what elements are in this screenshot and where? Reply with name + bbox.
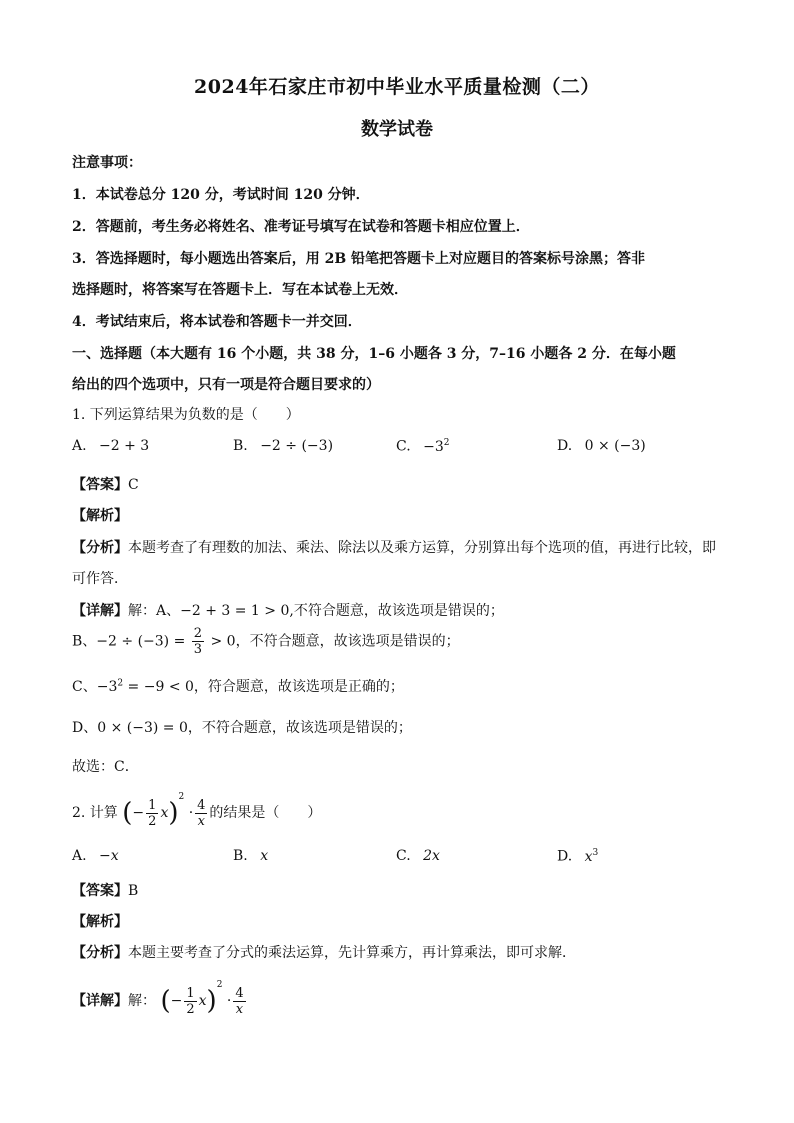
- q2-frac2-den: x: [197, 813, 205, 829]
- q1-step-a: [72, 600, 504, 620]
- q2-option-b-expr: x: [260, 848, 269, 864]
- q2-xj-var-x: x: [198, 993, 207, 1009]
- notice-item-2: 2．答题前，考生务必将姓名、准考证号填写在试卷和答题卡相应位置上．: [72, 219, 530, 235]
- q2-minus: −: [132, 805, 145, 821]
- q2-xj-right-paren: ): [206, 986, 217, 1016]
- q1-step-b-tail: > 0: [210, 633, 236, 650]
- q1-step-b-text: ，不符合题意，故该选项是错误的；: [235, 633, 460, 650]
- q2-xiangjie-prefix: 解：: [128, 993, 156, 1009]
- q1-step-b-fraction: [192, 626, 204, 657]
- q1-step-b-expr: −2 ÷ (−3) =: [96, 633, 186, 650]
- q1-option-d-label: D.: [557, 438, 573, 454]
- q1-option-d: [557, 438, 646, 454]
- q2-option-a-expr: −x: [99, 848, 119, 864]
- q1-option-a: [72, 438, 149, 454]
- q2-fraction-4-over-x: [195, 798, 207, 829]
- notice-item-3-cont: 选择题时，将答案写在答题卡上．写在本试卷上无效．: [72, 282, 408, 298]
- q1-xiangjie-tag: 【详解】: [72, 603, 128, 619]
- q1-analysis-tag: 【解析】: [72, 508, 128, 524]
- q1-step-b-prefix: B、: [72, 633, 97, 650]
- q1-step-d: [72, 717, 412, 737]
- section-heading-line2: 给出的四个选项中，只有一项是符合题目要求的）: [72, 377, 380, 393]
- q1-fenxi-cont: 可作答．: [72, 571, 128, 587]
- q2-option-d-exp: 3: [592, 848, 599, 858]
- q2-var-x: x: [160, 805, 169, 821]
- q2-option-d-expr: x: [584, 848, 593, 865]
- q2-option-b-label: B.: [233, 848, 248, 864]
- q2-answer-value: B: [128, 883, 139, 899]
- q2-fenxi-text: 本题主要考查了分式的乘法运算，先计算乘方，再计算乘法，即可求解．: [128, 945, 576, 961]
- q1-step-d-text: ，不符合题意，故该选项是错误的；: [187, 720, 412, 736]
- q1-option-b: [233, 438, 333, 454]
- q2-option-a: [72, 848, 119, 864]
- q1-choose: 故选：C．: [72, 759, 139, 775]
- q2-xj-left-paren: (: [160, 986, 171, 1016]
- q2-left-paren: (: [122, 798, 133, 828]
- page-title: 2024年石家庄市初中毕业水平质量检测（二）: [194, 76, 600, 98]
- q1-step-b-num: 2: [193, 626, 203, 641]
- q2-xj-frac2-num: 4: [235, 985, 244, 1001]
- q2-xj-fraction-4-over-x: [233, 986, 245, 1017]
- q1-answer-value: C: [128, 477, 139, 493]
- q1-step-a-expr: −2 + 3 = 1 > 0: [180, 603, 290, 619]
- q2-xj-fraction-half: [184, 986, 196, 1017]
- q1-option-c-expr: −3: [423, 438, 444, 455]
- q1-answer-tag: 【答案】: [72, 477, 128, 493]
- q1-step-c-exp: 2: [117, 678, 124, 689]
- q1-option-a-label: A.: [72, 438, 87, 454]
- notice-item-3: 3．答选择题时，每小题选出答案后，用 2B 铅笔把答题卡上对应题目的答案标号涂黑；答非: [72, 251, 646, 267]
- q1-option-c: [396, 438, 450, 455]
- q2-xj-frac1-den: 2: [186, 1001, 195, 1017]
- q1-step-c-expr2: = −9 < 0: [123, 679, 194, 695]
- q1-stem: 1. 下列运算结果为负数的是（ ）: [72, 407, 300, 423]
- q2-frac2-num: 4: [197, 797, 206, 813]
- q1-step-b: [72, 626, 460, 657]
- q1-step-c: [72, 676, 404, 696]
- q1-fenxi-tag: 【分析】: [72, 540, 128, 556]
- q2-option-c: [396, 848, 440, 864]
- q2-frac1-den: 2: [148, 813, 157, 829]
- q2-option-a-label: A.: [72, 848, 87, 864]
- q2-xiangjie: [72, 980, 248, 1017]
- q2-xj-frac1-num: 1: [186, 985, 195, 1001]
- q2-stem-prefix: 2. 计算: [72, 805, 118, 821]
- q2-xj-exponent: 2: [216, 980, 223, 990]
- q2-right-paren: ): [168, 798, 179, 828]
- q1-fenxi: [72, 537, 716, 557]
- q1-option-b-expr: −2 ÷ (−3): [260, 438, 334, 454]
- q2-stem: [72, 792, 321, 829]
- q2-option-c-expr: 2x: [423, 848, 440, 864]
- q2-dot: ·: [188, 805, 194, 821]
- q1-step-c-prefix: C、: [72, 679, 97, 695]
- q1-fenxi-text-1: 本题考查了有理数的加法、乘法、除法以及乘方运算，分别算出每个选项的值，再进行比较，即: [128, 540, 716, 556]
- q1-step-a-prefix: 解：A、: [128, 603, 181, 619]
- q2-option-b: [233, 848, 268, 864]
- q2-option-d-label: D.: [557, 848, 573, 865]
- q2-analysis-tag: 【解析】: [72, 914, 128, 930]
- q1-step-c-expr1: −3: [96, 679, 118, 695]
- q1-option-a-expr: −2 + 3: [99, 438, 150, 454]
- notice-item-4: 4．考试结束后，将本试卷和答题卡一并交回．: [72, 314, 362, 330]
- q2-fraction-half: [146, 798, 158, 829]
- q1-answer: [72, 474, 139, 494]
- q1-step-b-den: 3: [193, 642, 203, 657]
- q2-option-c-label: C.: [396, 848, 411, 864]
- page-subtitle: 数学试卷: [361, 119, 433, 140]
- q2-exponent: 2: [178, 792, 185, 802]
- q1-step-c-text: ，符合题意，故该选项是正确的；: [193, 679, 404, 695]
- q1-option-c-exp: 2: [443, 438, 450, 448]
- q2-option-d: [557, 848, 598, 865]
- q2-stem-suffix: 的结果是（ ）: [209, 805, 322, 821]
- q1-step-a-text: ,不符合题意，故该选项是错误的；: [289, 603, 504, 619]
- notice-heading: 注意事项：: [72, 155, 142, 171]
- q2-fenxi: [72, 942, 576, 962]
- q1-option-d-expr: 0 × (−3): [584, 438, 646, 454]
- q2-answer: [72, 880, 138, 900]
- q2-xj-minus: −: [170, 993, 183, 1009]
- q1-step-d-expr: 0 × (−3) = 0: [97, 720, 188, 736]
- q2-xiangjie-tag: 【详解】: [72, 993, 128, 1009]
- q2-xj-dot: ·: [226, 993, 232, 1009]
- q1-option-c-label: C.: [396, 438, 411, 455]
- q2-frac1-num: 1: [148, 797, 157, 813]
- section-heading-line1: 一、选择题（本大题有 16 个小题，共 38 分，1–6 小题各 3 分，7–16 小题各 2 分．在每小题: [72, 346, 676, 362]
- q2-xj-frac2-den: x: [235, 1001, 244, 1017]
- q2-answer-tag: 【答案】: [72, 883, 128, 899]
- q2-fenxi-tag: 【分析】: [72, 945, 128, 961]
- notice-item-1: 1．本试卷总分 120 分，考试时间 120 分钟．: [72, 187, 370, 203]
- q1-option-b-label: B.: [233, 438, 248, 454]
- q1-step-d-prefix: D、: [72, 720, 98, 736]
